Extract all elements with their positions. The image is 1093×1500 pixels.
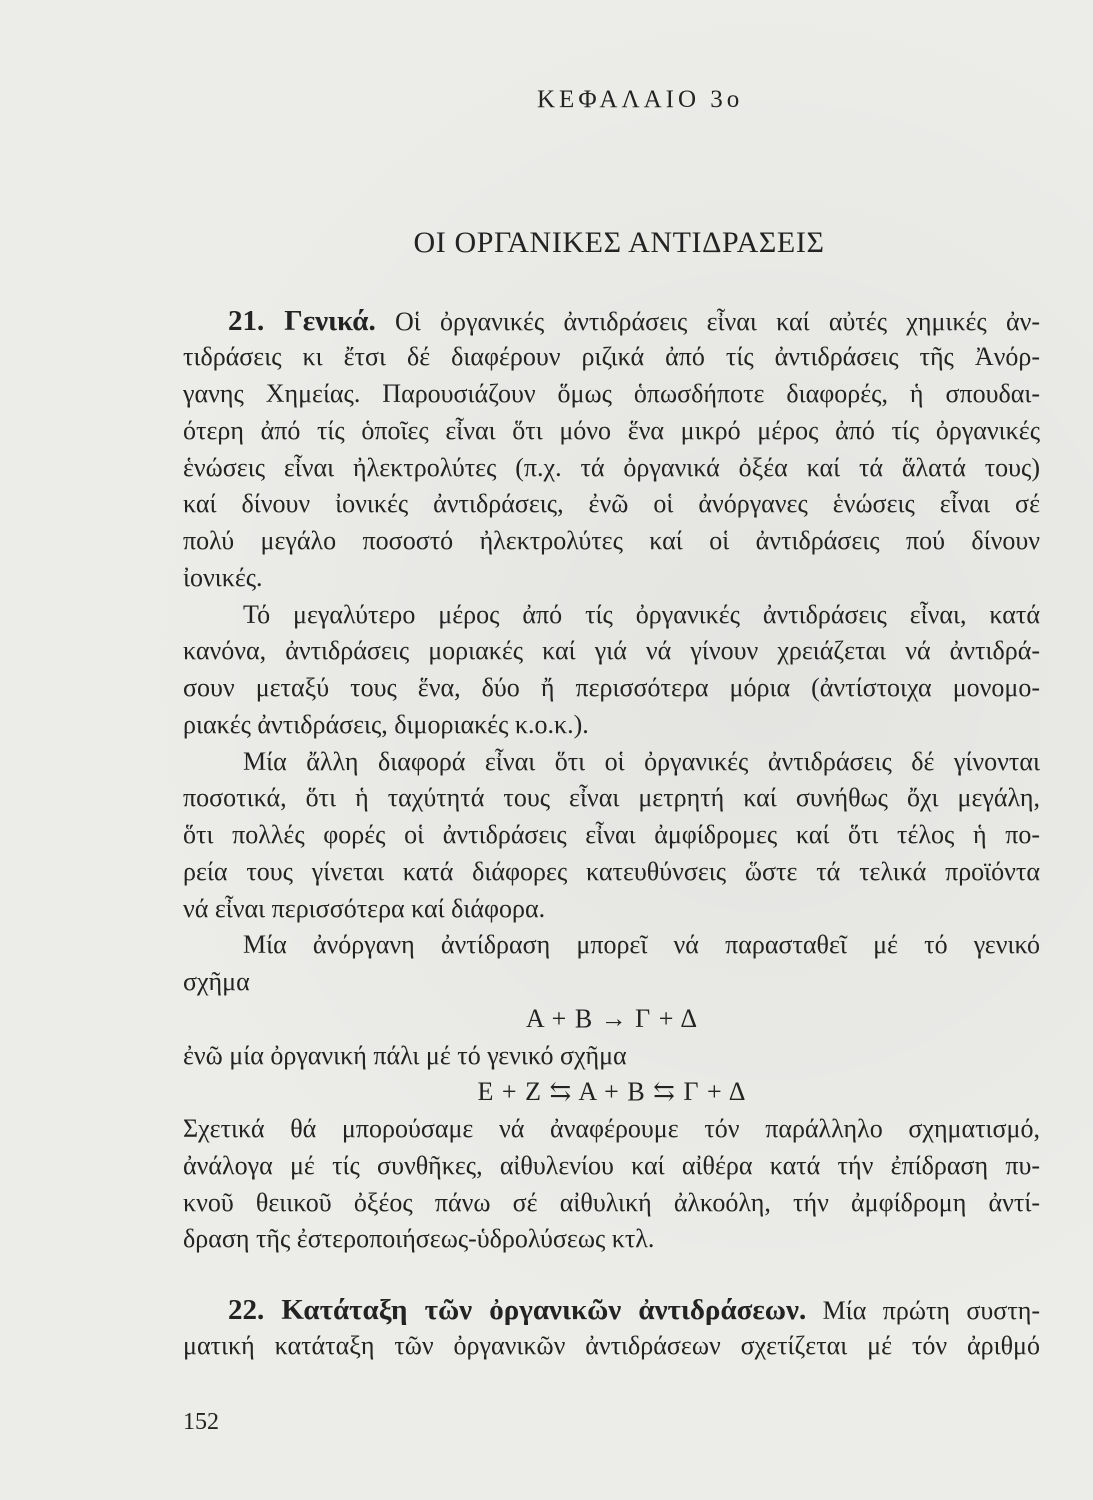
section-21 [183, 303, 1040, 1259]
text-line: κνοῦ θειικοῦ ὀξέος πάνω σέ αἰθυλική ἀλκοόλη, τήν ἀμφίδρομη ἀντί- [183, 1187, 1040, 1217]
text-line: νά εἶναι περισσότερα καί διάφορα. [183, 893, 546, 923]
text-line: πολύ μεγάλο ποσοστό ἠλεκτρολύτες καί οἱ ἀντιδράσεις πού δίνουν [183, 526, 1040, 556]
text-line: καί δίνουν ἰονικές ἀντιδράσεις, ἐνῶ οἱ ἀνόργανες ἑνώσεις εἶναι σέ [183, 489, 1040, 519]
section-heading: 22. Κατάταξη τῶν ὀργανικῶν ἀντιδράσεων. [228, 1293, 807, 1326]
equation-inorganic: Α + Β → Γ + Δ [525, 1003, 698, 1033]
page-number: 152 [183, 1409, 219, 1435]
text-line: ἑνώσεις εἶναι ἠλεκτρολύτες (π.χ. τά ὀργανικά ὀξέα καί τά ἅλατά τους) [183, 452, 1040, 482]
equation-organic: Ε + Ζ ⇆ Α + Β ⇆ Γ + Δ [477, 1077, 746, 1107]
chapter-label: ΚΕΦΑΛΑΙΟ 3ο [537, 86, 744, 113]
text-line: ἰονικές. [183, 562, 263, 592]
text-line: σουν μεταξύ τους ἕνα, δύο ἤ περισσότερα μόρια (ἀντίστοιχα μονομο- [183, 673, 1040, 703]
text-line: ριακές ἀντιδράσεις, διμοριακές κ.ο.κ.). [183, 709, 589, 739]
paragraph [183, 303, 1040, 597]
text-line: Μία ἀνόργανη ἀντίδραση μπορεῖ νά παρασταθεῖ μέ τό γενικό [243, 930, 1040, 960]
text-line: ρεία τους γίνεται κατά διάφορες κατευθύνσεις ὥστε τά τελικά προϊόντα [183, 856, 1040, 886]
section-22 [183, 1292, 1040, 1366]
text-line: Τό μεγαλύτερο μέρος ἀπό τίς ὀργανικές ἀντιδράσεις εἶναι, κατά [243, 599, 1040, 629]
text-fragment: Οἱ ὀργανικές ἀντιδράσεις εἶναι καί αὐτές χημικές ἀν- [395, 306, 1040, 336]
text-line: τιδράσεις κι ἔτσι δέ διαφέρουν ριζικά ἀπό τίς ἀντιδράσεις τῆς Ἀνόρ- [183, 342, 1040, 372]
text-line: ἀνάλογα μέ τίς συνθῆκες, αἰθυλενίου καί αἰθέρα κατά τήν ἐπίδραση πυ- [183, 1150, 1040, 1180]
text-line: κανόνα, ἀντιδράσεις μοριακές καί γιά νά γίνουν χρειάζεται νά ἀντιδρά- [183, 636, 1040, 666]
chapter-title: ΟΙ ΟΡΓΑΝΙΚΕΣ ΑΝΤΙΔΡΑΣΕΙΣ [413, 226, 825, 259]
text-line [183, 303, 1040, 340]
text-line: ματική κατάταξη τῶν ὀργανικῶν ἀντιδράσεων σχετίζεται μέ τόν ἀριθμό [183, 1331, 1040, 1361]
paragraph [183, 927, 1040, 1001]
paragraph [183, 744, 1040, 928]
text-line: ὅτι πολλές φορές οἱ ἀντιδράσεις εἶναι ἀμφίδρομες καί ὅτι τέλος ἡ πο- [183, 820, 1040, 850]
text-line: Σχετικά θά μπορούσαμε νά ἀναφέρουμε τόν παράλληλο σχηματισμό, [183, 1114, 1040, 1144]
paragraph [183, 1111, 1040, 1258]
text-line: ποσοτικά, ὅτι ἡ ταχύτητά τους εἶναι μετρητή καί συνήθως ὄχι μεγάλη, [183, 783, 1040, 813]
text-line: Μία ἄλλη διαφορά εἶναι ὅτι οἱ ὀργανικές ἀντιδράσεις δέ γίνονται [243, 746, 1040, 776]
paragraph [183, 1038, 1040, 1075]
text-fragment: Μία πρώτη συστη- [822, 1295, 1041, 1325]
text-line: σχῆμα [183, 967, 250, 997]
text-line: δραση τῆς ἐστεροποιήσεως-ὑδρολύσεως κτλ. [183, 1224, 655, 1254]
text-line [183, 1292, 1040, 1329]
text-line: γανης Χημείας. Παρουσιάζουν ὅμως ὁπωσδήποτε διαφορές, ἡ σπουδαι- [183, 379, 1040, 409]
paragraph [183, 597, 1040, 744]
text-line: ἐνῶ μία ὀργανική πάλι μέ τό γενικό σχῆμα [183, 1040, 627, 1070]
section-heading: 21. Γενικά. [228, 304, 376, 337]
paragraph [183, 1292, 1040, 1366]
text-line: ότερη ἀπό τίς ὁποῖες εἶναι ὅτι μόνο ἕνα μικρό μέρος ἀπό τίς ὀργανικές [183, 415, 1040, 445]
